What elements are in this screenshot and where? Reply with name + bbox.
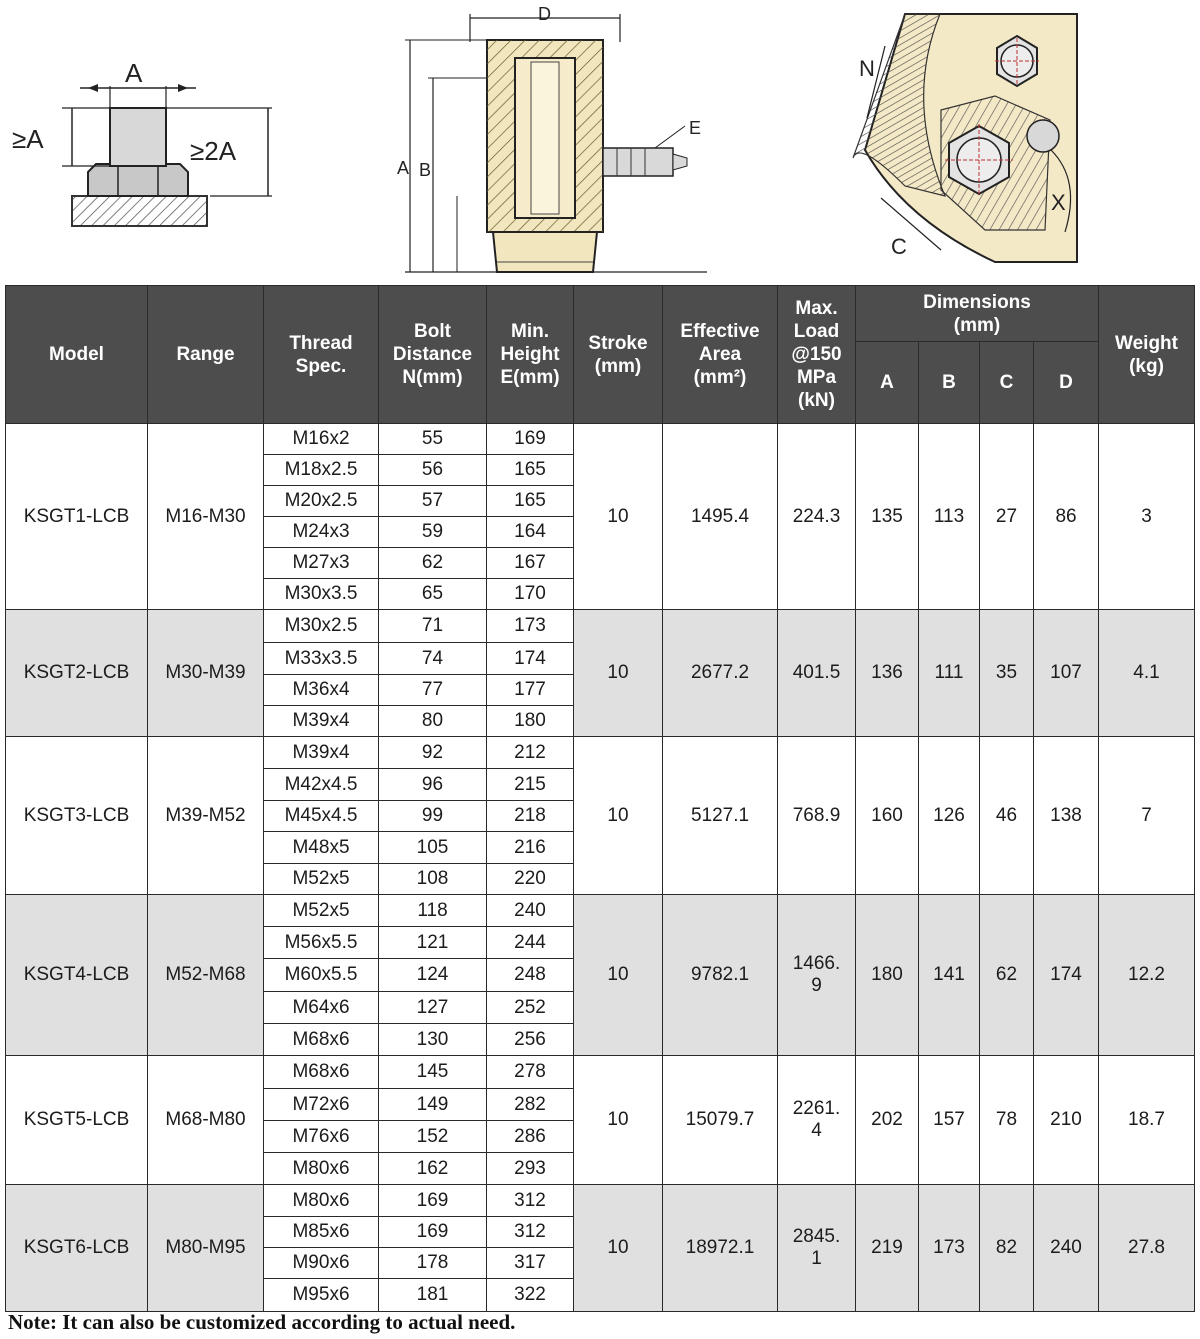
- thread-spec-cell: M52x5: [264, 864, 379, 895]
- min-height-cell: 317: [487, 1248, 574, 1279]
- bolt-distance-cell: 108: [379, 864, 487, 895]
- bolt-distance-cell: 74: [379, 643, 487, 675]
- header-dim-b: B: [919, 342, 980, 424]
- min-height-cell: 215: [487, 769, 574, 801]
- bolt-distance-cell: 105: [379, 832, 487, 864]
- min-height-cell: 312: [487, 1185, 574, 1217]
- min-height-cell: 312: [487, 1217, 574, 1248]
- min-height-cell: 165: [487, 455, 574, 486]
- group-range: M39-M52: [148, 737, 264, 895]
- bolt-stud: [110, 108, 166, 166]
- group-dim-d: 174: [1034, 895, 1099, 1056]
- group-dim-b: 111: [919, 610, 980, 737]
- thread-spec-cell: M45x4.5: [264, 801, 379, 832]
- thread-spec-cell: M39x4: [264, 737, 379, 769]
- min-height-cell: 169: [487, 424, 574, 455]
- min-height-cell: 180: [487, 706, 574, 737]
- bolt-distance-cell: 71: [379, 610, 487, 643]
- cylinder-section-diagram: [395, 0, 725, 282]
- group-dim-c: 82: [980, 1185, 1034, 1312]
- header-bolt-distance: Bolt Distance N(mm): [379, 286, 487, 424]
- bolt-distance-cell: 118: [379, 895, 487, 927]
- thread-spec-cell: M64x6: [264, 992, 379, 1024]
- min-height-cell: 322: [487, 1279, 574, 1312]
- min-height-cell: 170: [487, 579, 574, 610]
- bolt-distance-cell: 121: [379, 927, 487, 959]
- base-plate: [72, 196, 207, 226]
- min-height-cell: 240: [487, 895, 574, 927]
- diagram-strip: [0, 0, 1200, 284]
- bolt-distance-cell: 124: [379, 959, 487, 992]
- header-range: Range: [148, 286, 264, 424]
- bolt-distance-cell: 152: [379, 1121, 487, 1153]
- group-dim-b: 157: [919, 1056, 980, 1185]
- table-row: [6, 1056, 1195, 1089]
- group-weight: 27.8: [1099, 1185, 1195, 1312]
- group-dim-d: 138: [1034, 737, 1099, 895]
- group-model: KSGT1-LCB: [6, 424, 148, 610]
- header-weight: Weight (kg): [1099, 286, 1195, 424]
- group-dim-c: 35: [980, 610, 1034, 737]
- group-effective-area: 1495.4: [663, 424, 778, 610]
- group-weight: 4.1: [1099, 610, 1195, 737]
- thread-spec-cell: M18x2.5: [264, 455, 379, 486]
- min-height-cell: 278: [487, 1056, 574, 1089]
- nut-label-ge-a: ≥A: [12, 124, 44, 154]
- bolt-distance-cell: 145: [379, 1056, 487, 1089]
- min-height-cell: 165: [487, 486, 574, 517]
- min-height-cell: 173: [487, 610, 574, 643]
- thread-spec-cell: M36x4: [264, 675, 379, 706]
- min-height-cell: 244: [487, 927, 574, 959]
- thread-spec-cell: M68x6: [264, 1056, 379, 1089]
- header-stroke: Stroke (mm): [574, 286, 663, 424]
- group-model: KSGT3-LCB: [6, 737, 148, 895]
- bolt-distance-cell: 181: [379, 1279, 487, 1312]
- group-stroke: 10: [574, 1185, 663, 1312]
- thread-spec-cell: M42x4.5: [264, 769, 379, 801]
- thread-spec-cell: M39x4: [264, 706, 379, 737]
- bolt-distance-cell: 96: [379, 769, 487, 801]
- group-range: M30-M39: [148, 610, 264, 737]
- flange-label-c: C: [891, 234, 907, 259]
- thread-spec-cell: M80x6: [264, 1185, 379, 1217]
- group-dim-b: 173: [919, 1185, 980, 1312]
- thread-spec-cell: M16x2: [264, 424, 379, 455]
- thread-spec-cell: M20x2.5: [264, 486, 379, 517]
- header-dim-d: D: [1034, 342, 1099, 424]
- group-dim-c: 27: [980, 424, 1034, 610]
- bolt-distance-cell: 80: [379, 706, 487, 737]
- group-max-load: 224.3: [778, 424, 856, 610]
- bolt-distance-cell: 169: [379, 1185, 487, 1217]
- group-weight: 18.7: [1099, 1056, 1195, 1185]
- coupler-fitting: [603, 148, 673, 176]
- flange-label-n: N: [859, 56, 875, 81]
- cyl-label-b: B: [419, 160, 432, 180]
- min-height-cell: 256: [487, 1024, 574, 1056]
- bolt-distance-cell: 77: [379, 675, 487, 706]
- thread-spec-cell: M80x6: [264, 1153, 379, 1185]
- group-dim-a: 135: [856, 424, 919, 610]
- group-dim-d: 107: [1034, 610, 1099, 737]
- min-height-cell: 212: [487, 737, 574, 769]
- group-dim-a: 136: [856, 610, 919, 737]
- group-dim-a: 202: [856, 1056, 919, 1185]
- side-bolt: [1027, 120, 1059, 152]
- table-row: [6, 895, 1195, 927]
- group-max-load: 1466. 9: [778, 895, 856, 1056]
- nut-label-a: A: [125, 58, 143, 88]
- group-dim-b: 126: [919, 737, 980, 895]
- group-effective-area: 15079.7: [663, 1056, 778, 1185]
- bolt-distance-cell: 92: [379, 737, 487, 769]
- cyl-label-d: D: [538, 4, 551, 24]
- group-range: M68-M80: [148, 1056, 264, 1185]
- thread-spec-cell: M72x6: [264, 1089, 379, 1121]
- footnote: Note: It can also be customized according to actual need.: [8, 1310, 516, 1334]
- bolt-distance-cell: 162: [379, 1153, 487, 1185]
- flange-label-x: X: [1051, 190, 1066, 215]
- header-dim-a: A: [856, 342, 919, 424]
- min-height-cell: 220: [487, 864, 574, 895]
- group-weight: 12.2: [1099, 895, 1195, 1056]
- thread-spec-cell: M24x3: [264, 517, 379, 548]
- thread-spec-cell: M33x3.5: [264, 643, 379, 675]
- thread-spec-cell: M90x6: [264, 1248, 379, 1279]
- group-range: M80-M95: [148, 1185, 264, 1312]
- bolt-distance-cell: 149: [379, 1089, 487, 1121]
- bolt-distance-cell: 56: [379, 455, 487, 486]
- thread-spec-cell: M95x6: [264, 1279, 379, 1312]
- bolt-distance-cell: 65: [379, 579, 487, 610]
- min-height-cell: 248: [487, 959, 574, 992]
- header-model: Model: [6, 286, 148, 424]
- header-max-load: Max. Load @150 MPa (kN): [778, 286, 856, 424]
- group-dim-b: 141: [919, 895, 980, 1056]
- table-row: [6, 1185, 1195, 1217]
- nut-shape: [88, 164, 188, 196]
- min-height-cell: 293: [487, 1153, 574, 1185]
- thread-spec-cell: M85x6: [264, 1217, 379, 1248]
- table-body: [6, 424, 1195, 1312]
- bolt-distance-cell: 130: [379, 1024, 487, 1056]
- header-effective-area: Effective Area (mm²): [663, 286, 778, 424]
- group-effective-area: 9782.1: [663, 895, 778, 1056]
- group-range: M52-M68: [148, 895, 264, 1056]
- min-height-cell: 164: [487, 517, 574, 548]
- group-range: M16-M30: [148, 424, 264, 610]
- nut-label-ge-2a: ≥2A: [190, 136, 237, 166]
- nut-clearance-diagram: [0, 0, 290, 250]
- min-height-cell: 282: [487, 1089, 574, 1121]
- group-weight: 7: [1099, 737, 1195, 895]
- group-max-load: 401.5: [778, 610, 856, 737]
- group-dim-d: 210: [1034, 1056, 1099, 1185]
- header-thread-spec: Thread Spec.: [264, 286, 379, 424]
- group-dim-d: 86: [1034, 424, 1099, 610]
- group-effective-area: 2677.2: [663, 610, 778, 737]
- specification-table: [5, 285, 1195, 1312]
- group-max-load: 2845. 1: [778, 1185, 856, 1312]
- thread-spec-cell: M48x5: [264, 832, 379, 864]
- group-model: KSGT2-LCB: [6, 610, 148, 737]
- bolt-distance-cell: 59: [379, 517, 487, 548]
- group-stroke: 10: [574, 610, 663, 737]
- group-dim-c: 62: [980, 895, 1034, 1056]
- thread-spec-cell: M56x5.5: [264, 927, 379, 959]
- header-dim-c: C: [980, 342, 1034, 424]
- flange-spacing-diagram: [845, 0, 1105, 282]
- thread-spec-cell: M30x3.5: [264, 579, 379, 610]
- group-stroke: 10: [574, 1056, 663, 1185]
- group-dim-d: 240: [1034, 1185, 1099, 1312]
- min-height-cell: 177: [487, 675, 574, 706]
- table-row: [6, 610, 1195, 643]
- min-height-cell: 216: [487, 832, 574, 864]
- bolt-distance-cell: 57: [379, 486, 487, 517]
- group-dim-a: 160: [856, 737, 919, 895]
- bolt-distance-cell: 178: [379, 1248, 487, 1279]
- cyl-label-a: A: [397, 158, 410, 178]
- table-row: [6, 737, 1195, 769]
- thread-spec-cell: M76x6: [264, 1121, 379, 1153]
- thread-spec-cell: M68x6: [264, 1024, 379, 1056]
- header-dimensions: Dimensions (mm): [856, 286, 1099, 342]
- group-stroke: 10: [574, 895, 663, 1056]
- group-dim-a: 219: [856, 1185, 919, 1312]
- group-dim-c: 78: [980, 1056, 1034, 1185]
- cylinder-base: [493, 232, 597, 272]
- group-effective-area: 18972.1: [663, 1185, 778, 1312]
- group-dim-a: 180: [856, 895, 919, 1056]
- group-stroke: 10: [574, 737, 663, 895]
- min-height-cell: 286: [487, 1121, 574, 1153]
- group-max-load: 768.9: [778, 737, 856, 895]
- bolt-distance-cell: 62: [379, 548, 487, 579]
- thread-spec-cell: M27x3: [264, 548, 379, 579]
- bolt-distance-cell: 55: [379, 424, 487, 455]
- group-effective-area: 5127.1: [663, 737, 778, 895]
- group-stroke: 10: [574, 424, 663, 610]
- table-row: [6, 424, 1195, 455]
- thread-spec-cell: M60x5.5: [264, 959, 379, 992]
- bolt-distance-cell: 127: [379, 992, 487, 1024]
- group-model: KSGT6-LCB: [6, 1185, 148, 1312]
- bolt-distance-cell: 99: [379, 801, 487, 832]
- min-height-cell: 252: [487, 992, 574, 1024]
- group-weight: 3: [1099, 424, 1195, 610]
- group-model: KSGT4-LCB: [6, 895, 148, 1056]
- min-height-cell: 167: [487, 548, 574, 579]
- min-height-cell: 218: [487, 801, 574, 832]
- min-height-cell: 174: [487, 643, 574, 675]
- group-dim-c: 46: [980, 737, 1034, 895]
- thread-spec-cell: M52x5: [264, 895, 379, 927]
- cyl-label-e: E: [689, 118, 702, 138]
- group-model: KSGT5-LCB: [6, 1056, 148, 1185]
- bolt-distance-cell: 169: [379, 1217, 487, 1248]
- group-max-load: 2261. 4: [778, 1056, 856, 1185]
- header-min-height: Min. Height E(mm): [487, 286, 574, 424]
- thread-spec-cell: M30x2.5: [264, 610, 379, 643]
- group-dim-b: 113: [919, 424, 980, 610]
